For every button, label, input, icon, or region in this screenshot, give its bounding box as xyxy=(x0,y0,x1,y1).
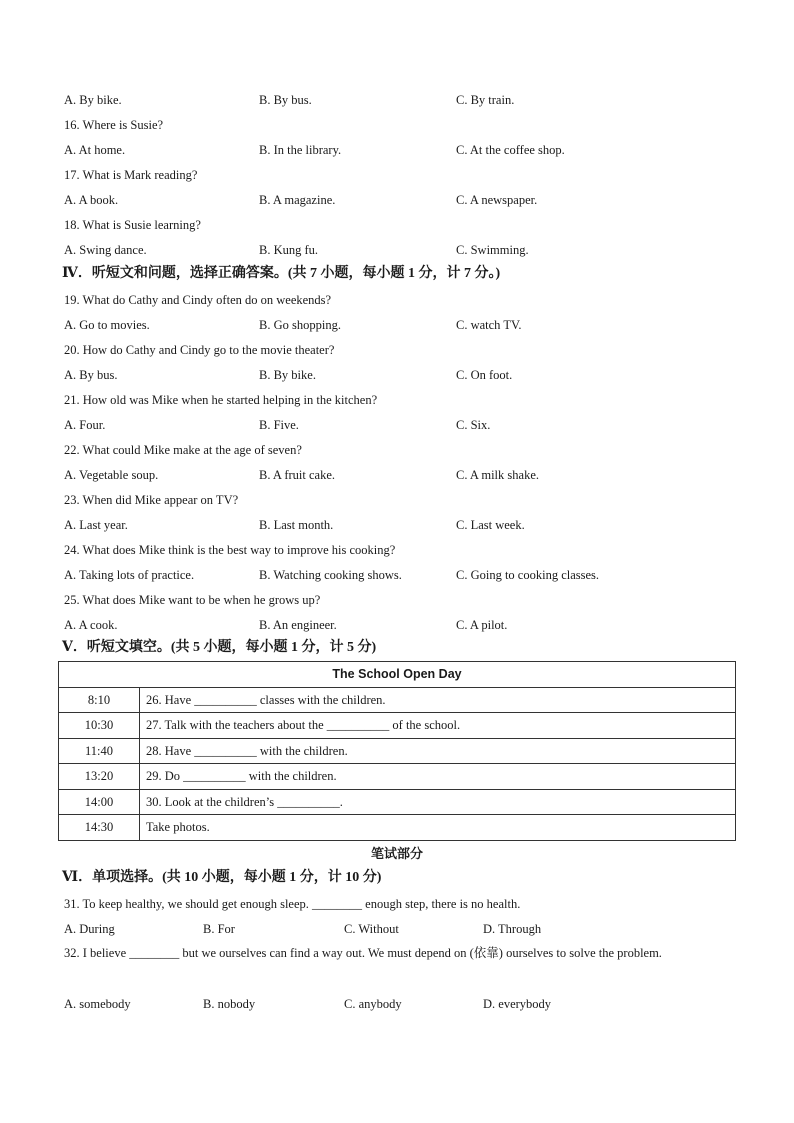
q23-option-b: B. Last month. xyxy=(259,518,334,532)
row-time: 14:30 xyxy=(59,815,140,841)
q23-option-c: C. Last week. xyxy=(456,518,525,532)
question-18: 18. What is Susie learning? xyxy=(64,218,201,232)
q19-option-c: C. watch TV. xyxy=(456,318,522,332)
row-task: 28. Have __________ with the children. xyxy=(140,738,736,764)
question-22: 22. What could Mike make at the age of seven? xyxy=(64,443,302,457)
q17-option-b: B. A magazine. xyxy=(259,193,336,207)
q20-option-b: B. By bike. xyxy=(259,368,316,382)
q22-option-a: A. Vegetable soup. xyxy=(64,468,159,482)
q19-option-a: A. Go to movies. xyxy=(64,318,150,332)
question-25: 25. What does Mike want to be when he grows up? xyxy=(64,593,321,607)
table-row xyxy=(59,764,736,790)
q21-option-a: A. Four. xyxy=(64,418,106,432)
row-task: Take photos. xyxy=(140,815,736,841)
q31-option-b: B. For xyxy=(203,922,235,936)
q23-option-a: A. Last year. xyxy=(64,518,128,532)
q31-option-c: C. Without xyxy=(344,922,399,936)
q21-option-b: B. Five. xyxy=(259,418,299,432)
written-part-title: 笔试部分 xyxy=(370,846,423,861)
question-32: 32. I believe ________ but we ourselves can find a way out. We must depend on (依靠) ourselves to solve the problem. xyxy=(64,946,662,960)
table-row xyxy=(59,738,736,764)
table-title-row xyxy=(59,662,736,688)
q18-option-c: C. Swimming. xyxy=(456,243,529,257)
q22-option-c: C. A milk shake. xyxy=(456,468,539,482)
section-4-heading: Ⅳ．听短文和问题，选择正确答案。(共 7 小题，每小题 1 分，计 7 分。) xyxy=(62,266,501,281)
open-day-schedule-table xyxy=(58,661,736,841)
q20-option-c: C. On foot. xyxy=(456,368,513,382)
row-task: 30. Look at the children’s __________. xyxy=(140,789,736,815)
row-time: 14:00 xyxy=(59,789,140,815)
question-16: 16. Where is Susie? xyxy=(64,118,164,132)
question-31: 31. To keep healthy, we should get enough sleep. ________ enough step, there is no health. xyxy=(64,897,521,911)
q17-option-c: C. A newspaper. xyxy=(456,193,538,207)
table-row xyxy=(59,713,736,739)
section-5-heading: Ⅴ．听短文填空。(共 5 小题，每小题 1 分，计 5 分) xyxy=(62,640,377,655)
row-time: 8:10 xyxy=(59,687,140,713)
row-task: 27. Talk with the teachers about the __________ of the school. xyxy=(140,713,736,739)
q32-option-d: D. everybody xyxy=(483,997,552,1011)
q18-option-b: B. Kung fu. xyxy=(259,243,319,257)
row-task: 29. Do __________ with the children. xyxy=(140,764,736,790)
q16-option-a: A. At home. xyxy=(64,143,126,157)
question-21: 21. How old was Mike when he started helping in the kitchen? xyxy=(64,393,378,407)
q32-option-a: A. somebody xyxy=(64,997,131,1011)
question-17: 17. What is Mark reading? xyxy=(64,168,198,182)
q16-option-c: C. At the coffee shop. xyxy=(456,143,565,157)
q32-option-c: C. anybody xyxy=(344,997,402,1011)
row-task: 26. Have __________ classes with the children. xyxy=(140,687,736,713)
q31-option-a: A. During xyxy=(64,922,115,936)
table-title: The School Open Day xyxy=(59,662,736,688)
q24-option-b: B. Watching cooking shows. xyxy=(259,568,402,582)
row-time: 13:20 xyxy=(59,764,140,790)
q32-option-b: B. nobody xyxy=(203,997,256,1011)
table-row xyxy=(59,815,736,841)
q21-option-c: C. Six. xyxy=(456,418,491,432)
q17-option-a: A. A book. xyxy=(64,193,119,207)
row-time: 11:40 xyxy=(59,738,140,764)
q25-option-a: A. A cook. xyxy=(64,618,118,632)
question-20: 20. How do Cathy and Cindy go to the movie theater? xyxy=(64,343,335,357)
q19-option-b: B. Go shopping. xyxy=(259,318,341,332)
question-24: 24. What does Mike think is the best way to improve his cooking? xyxy=(64,543,396,557)
question-23: 23. When did Mike appear on TV? xyxy=(64,493,239,507)
q24-option-c: C. Going to cooking classes. xyxy=(456,568,600,582)
q15-option-a: A. By bike. xyxy=(64,93,122,107)
table-row xyxy=(59,687,736,713)
table-row xyxy=(59,789,736,815)
q15-option-c: C. By train. xyxy=(456,93,515,107)
q24-option-a: A. Taking lots of practice. xyxy=(64,568,195,582)
section-6-heading: Ⅵ．单项选择。(共 10 小题，每小题 1 分，计 10 分) xyxy=(62,870,382,885)
q31-option-d: D. Through xyxy=(483,922,542,936)
q25-option-c: C. A pilot. xyxy=(456,618,508,632)
q15-option-b: B. By bus. xyxy=(259,93,312,107)
row-time: 10:30 xyxy=(59,713,140,739)
q22-option-b: B. A fruit cake. xyxy=(259,468,336,482)
question-19: 19. What do Cathy and Cindy often do on weekends? xyxy=(64,293,332,307)
q16-option-b: B. In the library. xyxy=(259,143,342,157)
q25-option-b: B. An engineer. xyxy=(259,618,337,632)
q20-option-a: A. By bus. xyxy=(64,368,118,382)
q18-option-a: A. Swing dance. xyxy=(64,243,147,257)
